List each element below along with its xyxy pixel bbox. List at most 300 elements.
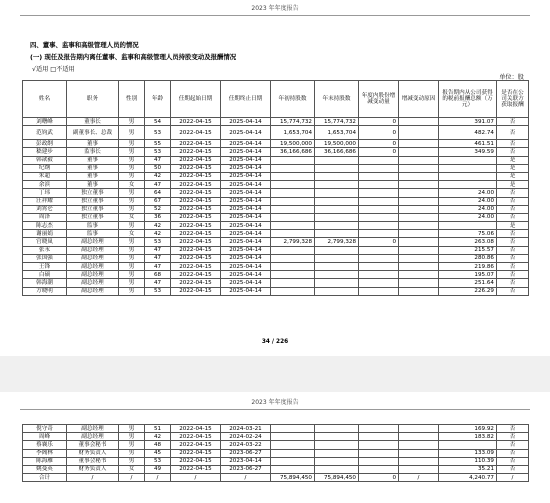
table-cell: 215.57 — [439, 246, 497, 254]
table-cell — [399, 441, 439, 449]
table-cell: 47 — [145, 279, 171, 287]
column-header: 报告期内从公司获得的税前报酬总额（万元） — [439, 81, 497, 118]
table-cell: 监事 — [67, 222, 119, 230]
table-row — [23, 246, 529, 254]
table-cell: 2022-04-15 — [171, 246, 221, 254]
table-cell — [399, 263, 439, 271]
table-cell: 监事长 — [67, 148, 119, 156]
table-cell: 副总经理 — [67, 254, 119, 262]
table-cell: 朱超 — [23, 172, 67, 180]
table-cell: 否 — [497, 148, 529, 156]
page-number: 34 / 226 — [261, 339, 289, 345]
column-header: 增减变动原因 — [399, 81, 439, 118]
table-cell: 韩海潮 — [23, 279, 67, 287]
table-cell: 白硕 — [23, 271, 67, 279]
table-cell: 2025-04-14 — [221, 181, 271, 189]
table-cell: 否 — [497, 271, 529, 279]
table-cell: 2025-04-14 — [221, 126, 271, 140]
table-cell: 男 — [119, 279, 145, 287]
table-cell: 张国强 — [23, 254, 67, 262]
table-cell: 男 — [119, 156, 145, 164]
table-cell: 169.92 — [439, 425, 497, 433]
table-cell — [315, 449, 359, 457]
table-cell: 女 — [119, 230, 145, 238]
table-cell: 男 — [119, 238, 145, 246]
table-cell: 280.86 — [439, 254, 497, 262]
table-cell — [271, 181, 315, 189]
table-cell: 24.00 — [439, 213, 497, 221]
table-cell: 0 — [359, 148, 399, 156]
table-cell: 刘霄仑 — [23, 205, 67, 213]
table-cell: 否 — [497, 118, 529, 126]
table-cell: 2025-04-14 — [221, 222, 271, 230]
table-cell — [271, 279, 315, 287]
table-cell: 2025-04-14 — [221, 118, 271, 126]
table-cell: 否 — [497, 126, 529, 140]
table-cell: 2025-04-14 — [221, 140, 271, 148]
table-cell: 周峰 — [23, 433, 67, 441]
table-cell — [399, 279, 439, 287]
table-cell — [359, 222, 399, 230]
table-cell: 55 — [145, 140, 171, 148]
table-cell — [315, 197, 359, 205]
table-row — [23, 449, 529, 457]
table-cell: 独立董事 — [67, 189, 119, 197]
table-cell — [399, 246, 439, 254]
table-cell: 15,774,732 — [271, 118, 315, 126]
total-cell: 75,894,450 — [315, 474, 359, 482]
table-row — [23, 254, 529, 262]
table-row — [23, 279, 529, 287]
table-cell — [399, 172, 439, 180]
table-cell: 董事长 — [67, 118, 119, 126]
table-cell: 36,166,686 — [315, 148, 359, 156]
table-cell: 2025-04-14 — [221, 148, 271, 156]
table-cell: 否 — [497, 287, 529, 295]
table-cell: 否 — [497, 433, 529, 441]
column-header: 性别 — [119, 81, 145, 118]
table-cell: 53 — [145, 238, 171, 246]
table-row — [23, 164, 529, 172]
table-cell: 133.09 — [439, 449, 497, 457]
total-cell: / — [67, 474, 119, 482]
table-cell: 男 — [119, 441, 145, 449]
table-cell: 财务负责人 — [67, 449, 119, 457]
table-cell: 47 — [145, 263, 171, 271]
table-cell: 24.00 — [439, 197, 497, 205]
table-cell — [359, 457, 399, 465]
table-cell: 15,774,732 — [315, 118, 359, 126]
table-cell: 否 — [497, 263, 529, 271]
table-row — [23, 181, 529, 189]
table-cell: 2024-03-22 — [221, 441, 271, 449]
table-cell — [399, 433, 439, 441]
table-cell — [359, 263, 399, 271]
table-cell: 2022-04-15 — [171, 118, 221, 126]
table-cell — [359, 449, 399, 457]
table-cell: 男 — [119, 205, 145, 213]
table-cell: 男 — [119, 222, 145, 230]
table-cell — [315, 222, 359, 230]
table-row — [23, 433, 529, 441]
table-cell: 董事会秘书 — [67, 457, 119, 465]
table-cell: 64 — [145, 189, 171, 197]
column-header: 姓名 — [23, 81, 67, 118]
table-row — [23, 172, 529, 180]
table-row — [23, 441, 529, 449]
table-cell: 否 — [497, 457, 529, 465]
table-cell — [271, 230, 315, 238]
table-cell — [271, 164, 315, 172]
table-row — [23, 271, 529, 279]
table-cell — [359, 205, 399, 213]
table-cell: 2022-04-15 — [171, 140, 221, 148]
table-cell: 董事会秘书 — [67, 441, 119, 449]
table-cell: 女 — [119, 465, 145, 473]
table-cell — [271, 271, 315, 279]
table-cell — [315, 271, 359, 279]
table-cell: 男 — [119, 197, 145, 205]
table-cell: 董事 — [67, 181, 119, 189]
table-cell: 男 — [119, 287, 145, 295]
table-cell: 董事 — [67, 172, 119, 180]
table-cell — [359, 189, 399, 197]
table-cell: 2022-04-15 — [171, 441, 221, 449]
table-cell: 2025-04-14 — [221, 164, 271, 172]
table-cell: 2022-04-15 — [171, 156, 221, 164]
table-cell — [359, 425, 399, 433]
table-cell — [399, 238, 439, 246]
table-cell: 监事 — [67, 230, 119, 238]
table-cell — [271, 189, 315, 197]
table-cell: 汪祥耀 — [23, 197, 67, 205]
table-cell — [439, 172, 497, 180]
table-cell: 2022-04-15 — [171, 279, 221, 287]
table-cell: 2025-04-14 — [221, 197, 271, 205]
table-cell: 2022-04-15 — [171, 213, 221, 221]
column-header: 任期终止日期 — [221, 81, 271, 118]
table-cell: 0 — [359, 126, 399, 140]
running-header — [20, 397, 530, 410]
table-cell: 副总经理 — [67, 263, 119, 271]
table-cell: 副总经理 — [67, 425, 119, 433]
table-cell: 51 — [145, 425, 171, 433]
table-cell: 独立董事 — [67, 197, 119, 205]
table-cell: 否 — [497, 230, 529, 238]
table-cell — [315, 465, 359, 473]
table-cell: 否 — [497, 140, 529, 148]
table-cell — [271, 156, 315, 164]
table-cell — [439, 156, 497, 164]
table-cell: 2022-04-15 — [171, 205, 221, 213]
column-header: 年度内股份增减变动量 — [359, 81, 399, 118]
table-header-row — [23, 81, 529, 118]
table-cell: 1,653,704 — [271, 126, 315, 140]
column-header: 任期起始日期 — [171, 81, 221, 118]
table-cell: 1,653,704 — [315, 126, 359, 140]
table-cell — [359, 213, 399, 221]
table-cell: 2023-06-27 — [221, 449, 271, 457]
table-cell — [359, 246, 399, 254]
table-cell: 副总经理 — [67, 246, 119, 254]
table-cell: 否 — [497, 246, 529, 254]
subsection-title: (一) 现任及报告期内离任董事、监事和高级管理人员持股变动及报酬情况 — [30, 53, 237, 61]
total-cell: 0 — [359, 474, 399, 482]
table-cell: 2,799,328 — [271, 238, 315, 246]
table-cell — [315, 433, 359, 441]
total-cell: / — [171, 474, 221, 482]
table-cell: 否 — [497, 205, 529, 213]
table-cell: 2022-04-15 — [171, 230, 221, 238]
table-cell — [271, 197, 315, 205]
table-cell: 47 — [145, 254, 171, 262]
table-cell — [359, 287, 399, 295]
table-cell — [399, 254, 439, 262]
table-cell: 独立董事 — [67, 213, 119, 221]
table-cell: 2025-04-14 — [221, 271, 271, 279]
table-cell: 42 — [145, 172, 171, 180]
table-cell: 2023-06-27 — [221, 465, 271, 473]
table-cell — [399, 465, 439, 473]
table-cell: 男 — [119, 263, 145, 271]
table-cell: 226.29 — [439, 287, 497, 295]
table-cell: 女 — [119, 181, 145, 189]
table-row — [23, 126, 529, 140]
table-cell — [399, 449, 439, 457]
table-cell: 男 — [119, 189, 145, 197]
table-cell — [315, 287, 359, 295]
table-cell: 嵇建步 — [23, 148, 67, 156]
table-cell: 周泽 — [23, 213, 67, 221]
total-cell: / — [145, 474, 171, 482]
table-cell: 是 — [497, 156, 529, 164]
table-cell — [359, 433, 399, 441]
table-cell: 李阁林 — [23, 449, 67, 457]
table-row — [23, 156, 529, 164]
table-cell — [359, 164, 399, 172]
table-cell: 2022-04-15 — [171, 222, 221, 230]
table-cell: 2022-04-15 — [171, 287, 221, 295]
table-row — [23, 213, 529, 221]
table-cell: 独立董事 — [67, 205, 119, 213]
table-cell — [315, 254, 359, 262]
table-cell: 2022-04-15 — [171, 238, 221, 246]
table-row — [23, 189, 529, 197]
table-cell — [359, 441, 399, 449]
table-cell: 男 — [119, 148, 145, 156]
table-cell: 否 — [497, 197, 529, 205]
table-cell: 2025-04-14 — [221, 263, 271, 271]
table-cell: 2022-04-15 — [171, 465, 221, 473]
total-cell: 合计 — [23, 474, 67, 482]
table-cell: 2025-04-14 — [221, 230, 271, 238]
table-cell: 35.21 — [439, 465, 497, 473]
table-cell — [315, 230, 359, 238]
table-cell — [315, 156, 359, 164]
table-cell: 461.51 — [439, 140, 497, 148]
table-cell — [315, 263, 359, 271]
table-cell: 男 — [119, 457, 145, 465]
column-header: 年龄 — [145, 81, 171, 118]
table-cell: 47 — [145, 156, 171, 164]
table-row — [23, 197, 529, 205]
table-cell: 2025-04-14 — [221, 156, 271, 164]
table-row — [23, 205, 529, 213]
table-cell: 2025-04-14 — [221, 205, 271, 213]
table-cell: 42 — [145, 433, 171, 441]
table-cell: 财务负责人 — [67, 465, 119, 473]
total-cell: / — [399, 474, 439, 482]
table-cell: 男 — [119, 118, 145, 126]
table-cell: 2022-04-15 — [171, 457, 221, 465]
section-title: 四、董事、监事和高级管理人员的情况 — [30, 41, 139, 49]
table-cell — [359, 156, 399, 164]
table-row — [23, 287, 529, 295]
table-cell — [271, 441, 315, 449]
table-cell — [439, 181, 497, 189]
table-cell: 2025-04-14 — [221, 279, 271, 287]
table-cell: 官晓岚 — [23, 238, 67, 246]
table-cell: 49 — [145, 465, 171, 473]
table-cell: 男 — [119, 254, 145, 262]
total-cell: 4,240.77 — [439, 474, 497, 482]
table-cell: 否 — [497, 425, 529, 433]
table-cell — [271, 246, 315, 254]
table-cell: 纪纲 — [23, 164, 67, 172]
table-cell: 2022-04-15 — [171, 254, 221, 262]
table-cell: 谢丽娟 — [23, 230, 67, 238]
table-cell — [359, 271, 399, 279]
table-cell — [399, 156, 439, 164]
shareholding-table-continued — [22, 424, 529, 482]
table-cell — [271, 433, 315, 441]
total-cell: / — [497, 474, 529, 482]
table-cell: 否 — [497, 254, 529, 262]
table-row — [23, 263, 529, 271]
table-cell — [315, 213, 359, 221]
table-cell: 副总经理 — [67, 433, 119, 441]
applicability-options — [32, 64, 75, 73]
page-gap — [0, 356, 550, 392]
table-cell: 2022-04-15 — [171, 181, 221, 189]
column-header: 职务 — [67, 81, 119, 118]
table-cell: 否 — [497, 465, 529, 473]
table-cell — [439, 441, 497, 449]
table-cell — [271, 254, 315, 262]
table-cell: 45 — [145, 449, 171, 457]
table-cell — [359, 197, 399, 205]
table-cell — [315, 457, 359, 465]
table-cell: 36 — [145, 213, 171, 221]
table-cell — [271, 457, 315, 465]
table-cell — [315, 279, 359, 287]
table-cell — [271, 263, 315, 271]
running-header-text: 2023 年年度报告 — [251, 399, 299, 406]
table-cell: 男 — [119, 164, 145, 172]
unit-label: 单位：股 — [499, 74, 524, 81]
table-cell — [359, 172, 399, 180]
table-cell: 2025-04-14 — [221, 287, 271, 295]
table-cell: 183.82 — [439, 433, 497, 441]
table-cell: 是 — [497, 172, 529, 180]
table-cell — [271, 465, 315, 473]
table-cell: 2022-04-15 — [171, 172, 221, 180]
table-cell — [399, 271, 439, 279]
table-cell — [399, 230, 439, 238]
table-cell — [399, 222, 439, 230]
table-cell: 2025-04-14 — [221, 254, 271, 262]
table-cell: 方晓明 — [23, 287, 67, 295]
column-header: 年初持股数 — [271, 81, 315, 118]
table-cell — [271, 287, 315, 295]
table-cell: 男 — [119, 140, 145, 148]
option-applicable: √适用 — [32, 66, 49, 73]
table-cell: 54 — [145, 118, 171, 126]
table-cell: 韩歆毅 — [23, 156, 67, 164]
table-cell: 男 — [119, 246, 145, 254]
table-cell — [315, 164, 359, 172]
table-cell: 男 — [119, 425, 145, 433]
table-cell: 0 — [359, 238, 399, 246]
table-cell: 否 — [497, 238, 529, 246]
table-cell: 男 — [119, 433, 145, 441]
table-cell: 张永 — [23, 246, 67, 254]
column-header: 是否在公司关联方获取报酬 — [497, 81, 529, 118]
table-row — [23, 118, 529, 126]
table-cell — [271, 222, 315, 230]
table-cell: 王锋 — [23, 263, 67, 271]
table-cell: 否 — [497, 189, 529, 197]
table-cell: 董事 — [67, 164, 119, 172]
table-cell: 2022-04-15 — [171, 148, 221, 156]
table-row — [23, 222, 529, 230]
table-cell: 52 — [145, 205, 171, 213]
table-cell — [399, 181, 439, 189]
table-cell — [399, 164, 439, 172]
table-cell — [315, 172, 359, 180]
table-row — [23, 230, 529, 238]
table-cell: 2022-04-15 — [171, 197, 221, 205]
total-cell: / — [119, 474, 145, 482]
table-cell — [399, 126, 439, 140]
table-cell: 251.64 — [439, 279, 497, 287]
table-cell: 范钧武 — [23, 126, 67, 140]
table-cell: 2023-04-14 — [221, 457, 271, 465]
table-cell — [399, 213, 439, 221]
option-not-applicable: □不适用 — [50, 66, 75, 73]
table-cell: 男 — [119, 126, 145, 140]
table-cell: 53 — [145, 457, 171, 465]
table-cell: 否 — [497, 449, 529, 457]
table-cell — [315, 441, 359, 449]
running-header — [20, 3, 530, 16]
table-cell: 2022-04-15 — [171, 126, 221, 140]
table-cell: 42 — [145, 222, 171, 230]
table-cell: 53 — [145, 148, 171, 156]
table-cell: 2022-04-15 — [171, 164, 221, 172]
table-cell — [399, 205, 439, 213]
table-cell: 2022-04-15 — [171, 263, 221, 271]
table-cell — [271, 425, 315, 433]
table-cell — [439, 222, 497, 230]
table-cell: 2,799,328 — [315, 238, 359, 246]
total-cell: / — [221, 474, 271, 482]
column-header: 年末持股数 — [315, 81, 359, 118]
table-cell — [399, 118, 439, 126]
table-cell: 2022-04-15 — [171, 271, 221, 279]
table-cell: 68 — [145, 271, 171, 279]
table-cell: 男 — [119, 172, 145, 180]
